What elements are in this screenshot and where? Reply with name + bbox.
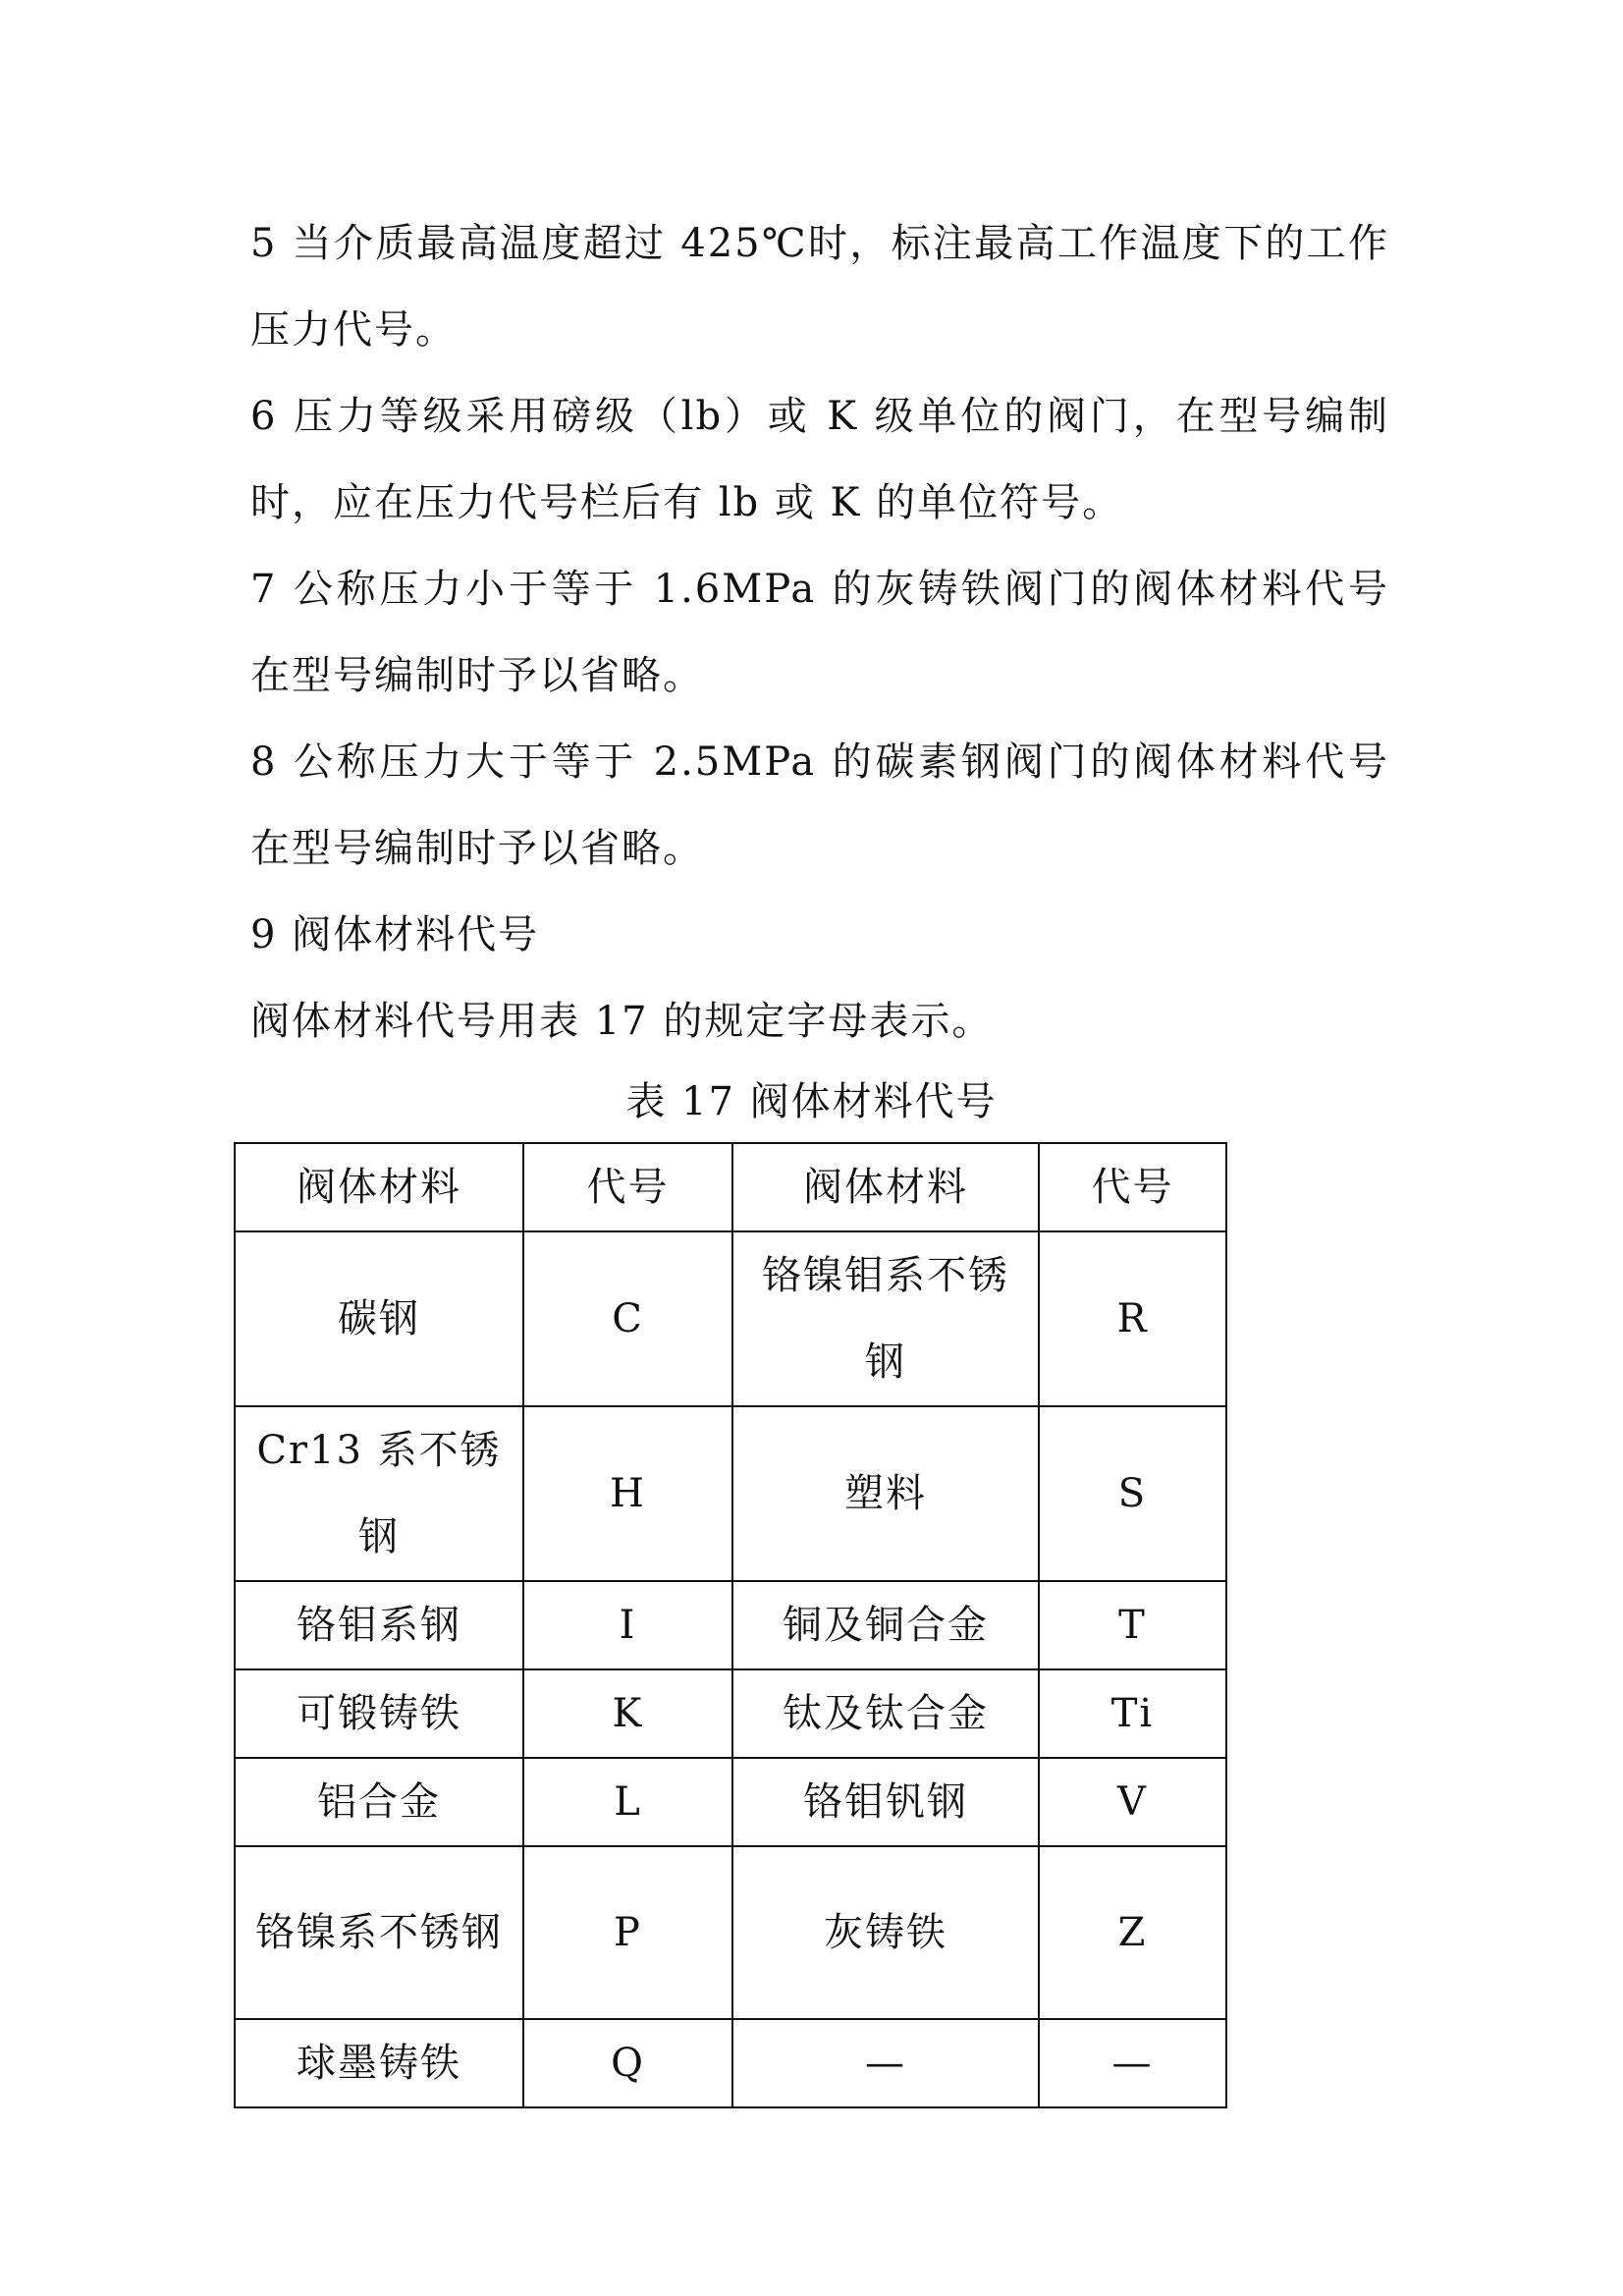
code-cell: Q: [523, 2019, 732, 2107]
table-row: [235, 1758, 1226, 1846]
table-row: [235, 1231, 1226, 1406]
material-cell: 可锻铸铁: [235, 1669, 523, 1758]
material-cell: 碳钢: [235, 1231, 523, 1406]
code-cell: L: [523, 1758, 732, 1846]
code-cell: Ti: [1039, 1669, 1226, 1758]
material-cell: 钛及钛合金: [732, 1669, 1039, 1758]
table-row: [235, 1846, 1226, 2019]
code-cell: H: [523, 1406, 732, 1581]
table-row: [235, 1581, 1226, 1669]
header-cell: 阀体材料: [235, 1143, 523, 1231]
material-cell: —: [732, 2019, 1039, 2107]
code-cell: P: [523, 1846, 732, 2019]
paragraph-9-heading: 9 阀体材料代号: [250, 912, 540, 957]
code-cell: V: [1039, 1758, 1226, 1846]
material-cell: Cr13 系不锈钢: [235, 1406, 523, 1581]
code-cell: R: [1039, 1231, 1226, 1406]
material-cell: 铝合金: [235, 1758, 523, 1846]
paragraph-7: 7 公称压力小于等于 1.6MPa 的灰铸铁阀门的阀体材料代号在型号编制时予以省略。: [250, 567, 1389, 698]
code-cell: K: [523, 1669, 732, 1758]
paragraph-8: 8 公称压力大于等于 2.5MPa 的碳素钢阀门的阀体材料代号在型号编制时予以省略。: [250, 739, 1389, 871]
material-cell: 铬镍系不锈钢: [235, 1846, 523, 2019]
code-cell: Z: [1039, 1846, 1226, 2019]
table-header-row: [235, 1143, 1226, 1231]
material-cell: 铬钼系钢: [235, 1581, 523, 1669]
code-cell: —: [1039, 2019, 1226, 2107]
code-cell: T: [1039, 1581, 1226, 1669]
table-row: [235, 1406, 1226, 1581]
paragraph-10: 阀体材料代号用表 17 的规定字母表示。: [250, 999, 994, 1044]
table-row: [235, 1669, 1226, 1758]
paragraph-5: 5 当介质最高温度超过 425℃时，标注最高工作温度下的工作压力代号。: [250, 221, 1389, 353]
header-cell: 代号: [523, 1143, 732, 1231]
valve-body-material-table: [234, 1142, 1227, 2108]
material-cell: 塑料: [732, 1406, 1039, 1581]
material-cell: 铬镍钼系不锈钢: [732, 1231, 1039, 1406]
paragraph-6: 6 压力等级采用磅级（lb）或 K 级单位的阀门，在型号编制时，应在压力代号栏后有 lb 或 K 的单位符号。: [250, 394, 1389, 525]
table-caption: 表 17 阀体材料代号: [625, 1079, 998, 1124]
material-cell: 球墨铸铁: [235, 2019, 523, 2107]
code-cell: S: [1039, 1406, 1226, 1581]
table-row: [235, 2019, 1226, 2107]
material-cell: 铬钼钒钢: [732, 1758, 1039, 1846]
material-cell: 灰铸铁: [732, 1846, 1039, 2019]
code-cell: I: [523, 1581, 732, 1669]
material-cell: 铜及铜合金: [732, 1581, 1039, 1669]
header-cell: 代号: [1039, 1143, 1226, 1231]
header-cell: 阀体材料: [732, 1143, 1039, 1231]
code-cell: C: [523, 1231, 732, 1406]
